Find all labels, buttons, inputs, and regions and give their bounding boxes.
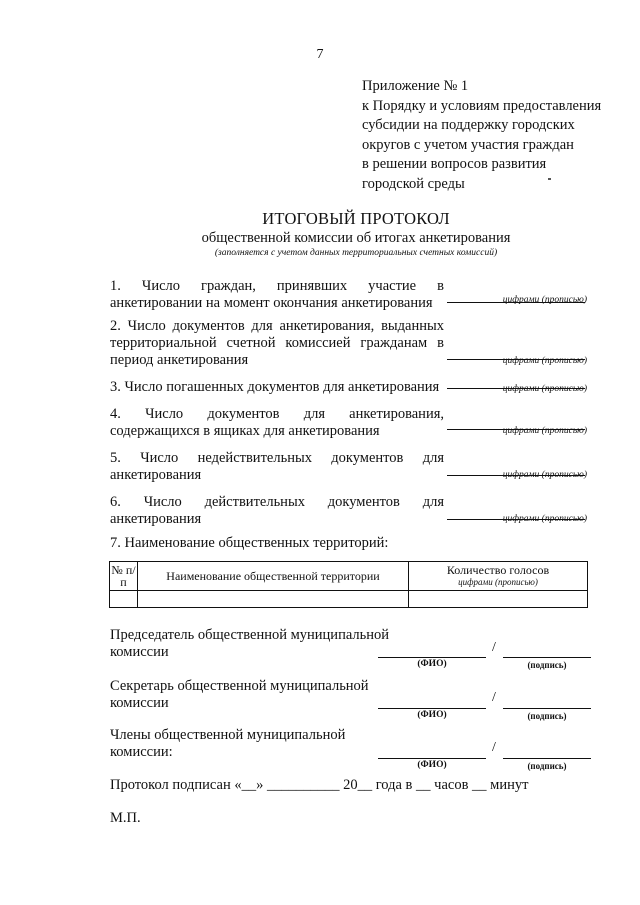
document-subtitle: общественной комиссии об итогах анкетирования [201,230,511,246]
page-number: 7 [316,47,324,62]
territories-table [109,561,588,608]
item-6-fill-hint: цифрами (прописью) [502,514,587,524]
table-cell-name[interactable] [138,591,409,608]
item-5-text: 5. Число недействительных документов для анкетирования [110,450,444,483]
appendix-line: округов с учетом участия граждан [362,136,574,153]
col-votes-header [409,562,588,591]
signature-chair-fio-caption: (ФИО) [417,659,447,669]
appendix-line: в решении вопросов развития [362,156,547,172]
signature-members-fio-caption: (ФИО) [417,760,447,770]
table-header-row [110,562,588,591]
item-4-text: 4. Число документов для анкетирования, содержащихся в ящиках для анкетирования [110,406,444,439]
document-note: (заполняется с учетом данных территориальных счетных комиссий) [214,248,498,258]
item-1-fill-hint: цифрами (прописью) [502,295,587,305]
stamp-placeholder: М.П. [110,810,141,826]
item-2-fill-hint: цифрами (прописью) [502,356,587,366]
table-row [110,591,588,608]
signature-members-label: Члены общественной муниципальной комиссии: [110,727,346,760]
signature-slash: / [492,640,496,655]
appendix-line: к Порядку и условиям предоставления [362,97,602,114]
signature-chair-sign-caption: (подпись) [527,660,567,670]
col-number-header: № п/п [111,563,136,589]
signature-members-sign-caption: (подпись) [527,761,567,771]
appendix-block [362,77,632,194]
signature-secretary-sign-line[interactable] [503,707,591,709]
signature-secretary-fio-line[interactable] [378,707,486,709]
section-7-title: 7. Наименование общественных территорий: [110,535,389,551]
item-6-text: 6. Число действительных документов для анкетирования [110,494,444,527]
appendix-line: городской среды [362,175,465,192]
scan-speck [548,178,551,180]
signature-secretary-fio-caption: (ФИО) [417,710,447,720]
protocol-signed-line: Протокол подписан «__» __________ 20__ года в __ часов __ минут [110,777,529,793]
col-votes-label: Количество голосов [446,563,550,577]
signature-secretary-label: Секретарь общественной муниципальной комиссии [110,678,369,711]
item-3-text: 3. Число погашенных документов для анкетирования [110,379,440,395]
item-4-fill-hint: цифрами (прописью) [502,426,587,436]
item-3-fill-hint: цифрами (прописью) [502,384,587,394]
signature-chair-fio-line[interactable] [378,656,486,658]
table-cell-number[interactable] [110,591,138,608]
col-votes-hint: цифрами (прописью) [458,577,538,587]
table-cell-votes[interactable] [409,591,588,608]
appendix-line: Приложение № 1 [362,78,469,94]
signature-members-fio-line[interactable] [378,757,486,759]
appendix-line: субсидии на поддержку городских [362,117,575,133]
signature-slash: / [492,740,496,755]
item-1-text: 1. Число граждан, принявших участие в анкетировании на момент окончания анкетирования [110,278,444,311]
signature-members-sign-line[interactable] [503,757,591,759]
col-name-header: Наименование общественной территории [138,562,409,591]
signature-chair-sign-line[interactable] [503,656,591,658]
item-2-text: 2. Число документов для анкетирования, выданных территориальной счетной комиссией гражданам в период анкетирования [110,318,444,368]
document-title: ИТОГОВЫЙ ПРОТОКОЛ [262,209,450,228]
signature-chair-label: Председатель общественной муниципальной комиссии [110,627,390,660]
signature-secretary-sign-caption: (подпись) [527,711,567,721]
item-5-fill-hint: цифрами (прописью) [502,470,587,480]
signature-slash: / [492,690,496,705]
